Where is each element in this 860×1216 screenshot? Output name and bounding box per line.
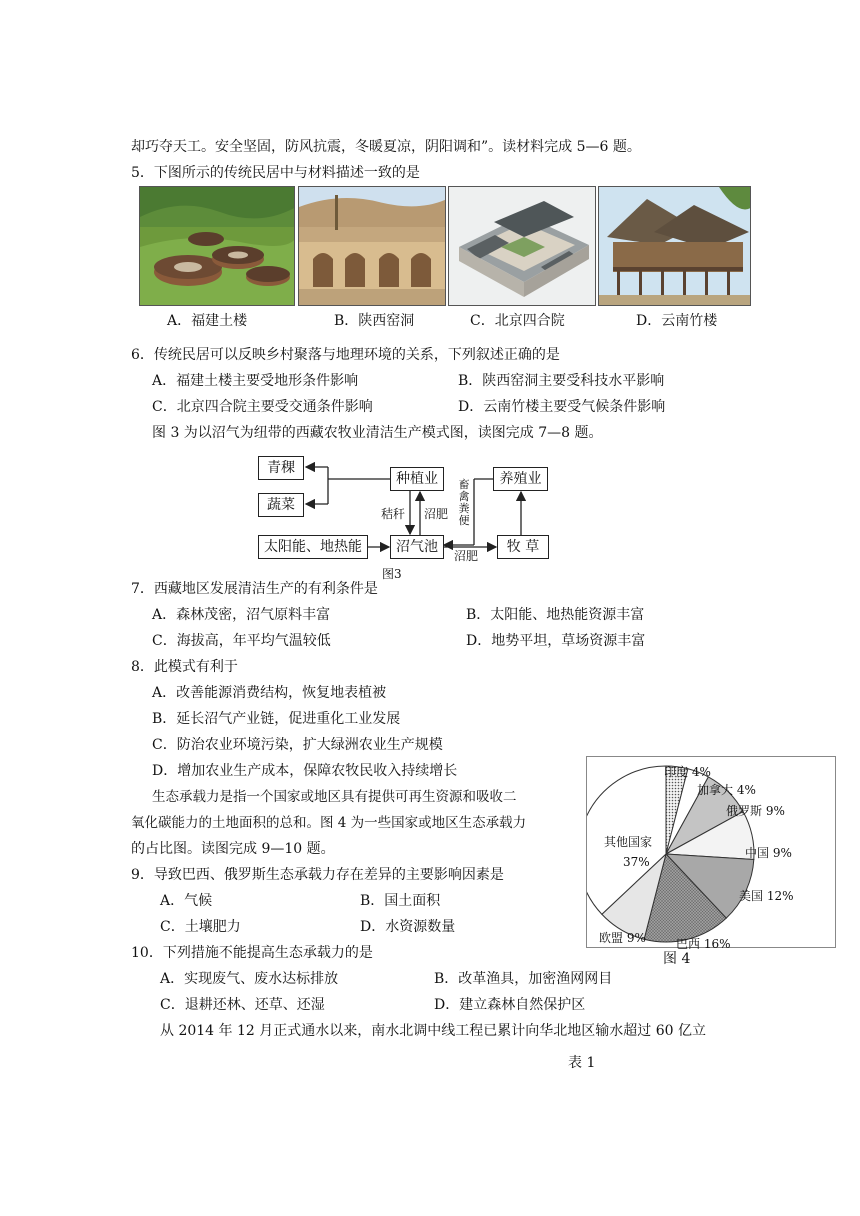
question-6: 6．传统民居可以反映乡村聚落与地理环境的关系，下列叙述正确的是: [131, 347, 560, 363]
pie-label-usa: 美国 12%: [739, 889, 794, 903]
node-zhongzhiye: 种植业: [390, 467, 444, 491]
q6-option-a: A．福建土楼主要受地形条件影响: [152, 373, 359, 389]
q6-option-d: D．云南竹楼主要受气候条件影响: [458, 399, 666, 415]
label-biogas-fertilizer-2: 沼肥: [454, 549, 479, 563]
option-a-label: A．福建土楼: [167, 313, 248, 329]
node-yangzhiye: 养殖业: [493, 467, 548, 491]
node-shucai: 蔬菜: [258, 493, 304, 517]
q7-option-d: D．地势平坦，草场资源丰富: [466, 633, 646, 649]
q7-option-a: A．森林茂密，沼气原料丰富: [152, 607, 331, 623]
question-9: 9．导致巴西、俄罗斯生态承载力存在差异的主要影响因素是: [131, 867, 504, 883]
q9-option-c: C．土壤肥力: [160, 919, 241, 935]
node-biogas-pit: 沼气池: [390, 535, 444, 559]
question-7: 7．西藏地区发展清洁生产的有利条件是: [131, 581, 378, 597]
q10-option-c: C．退耕还林、还草、还湿: [160, 997, 325, 1013]
q8-option-b: B．延长沼气产业链，促进重化工业发展: [152, 711, 401, 727]
pie-label-canada: 加拿大 4%: [697, 783, 756, 797]
q9-option-a: A．气候: [160, 893, 213, 909]
label-straw: 秸秆: [381, 507, 406, 521]
option-d-label: D．云南竹楼: [636, 313, 718, 329]
q6-option-b: B．陕西窑洞主要受科技水平影响: [458, 373, 665, 389]
label-manure: 畜禽粪便: [458, 478, 470, 527]
pie-label-eu: 欧盟 9%: [599, 931, 646, 945]
node-mucao: 牧 草: [497, 535, 549, 559]
q8-option-a: A．改善能源消费结构，恢复地表植被: [152, 685, 387, 701]
q9-option-d: D．水资源数量: [360, 919, 456, 935]
q8-option-c: C．防治农业环境污染，扩大绿洲农业生产规模: [152, 737, 443, 753]
pie-label-others: 其他国家: [604, 835, 653, 849]
fig3-intro: 图 3 为以沼气为纽带的西藏农牧业清洁生产模式图，读图完成 7—8 题。: [152, 425, 603, 441]
eco-paragraph-line-3: 的占比图。读图完成 9—10 题。: [131, 841, 335, 857]
fig3-caption: 图3: [382, 567, 402, 581]
intro-text: 却巧夺天工。安全坚固，防风抗震，冬暖夏凉，阴阳调和”。读材料完成 5—6 题。: [131, 139, 641, 155]
question-8: 8．此模式有利于: [131, 659, 238, 675]
pie-label-others-pct: 37%: [623, 855, 650, 869]
q7-option-b: B．太阳能、地热能资源丰富: [466, 607, 645, 623]
q6-option-c: C．北京四合院主要受交通条件影响: [152, 399, 373, 415]
eco-paragraph-line-2: 氧化碳能力的土地面积的总和。图 4 为一些国家或地区生态承载力: [131, 815, 527, 831]
next-passage-line: 从 2014 年 12 月正式通水以来，南水北调中线工程已累计向华北地区输水超过 60 亿立: [160, 1023, 706, 1039]
pie-label-india: 印度 4%: [664, 765, 711, 779]
option-c-label: C．北京四合院: [470, 313, 565, 329]
q10-option-b: B．改革渔具，加密渔网网目: [434, 971, 613, 987]
label-biogas-fertilizer-1: 沼肥: [424, 507, 449, 521]
q9-option-b: B．国土面积: [360, 893, 441, 909]
node-qingke: 青稞: [258, 456, 304, 480]
option-b-label: B．陕西窑洞: [334, 313, 415, 329]
question-5: 5．下图所示的传统民居中与材料描述一致的是: [131, 165, 420, 181]
eco-paragraph-line-1: 生态承载力是指一个国家或地区具有提供可再生资源和吸收二: [152, 789, 517, 805]
table-1-caption: 表 1: [568, 1055, 596, 1071]
q10-option-d: D．建立森林自然保护区: [434, 997, 586, 1013]
pie-label-brazil: 巴西 16%: [676, 937, 731, 951]
pie-label-russia: 俄罗斯 9%: [726, 804, 785, 818]
q8-option-d: D．增加农业生产成本，保障农牧民收入持续增长: [152, 763, 458, 779]
question-10: 10．下列措施不能提高生态承载力的是: [131, 945, 373, 961]
node-solar-geothermal: 太阳能、地热能: [258, 535, 368, 559]
q10-option-a: A．实现废气、废水达标排放: [160, 971, 339, 987]
pie-label-china: 中国 9%: [745, 846, 792, 860]
figure-4-frame: [586, 756, 836, 951]
fig4-caption: 图 4: [663, 951, 691, 967]
q7-option-c: C．海拔高，年平均气温较低: [152, 633, 331, 649]
